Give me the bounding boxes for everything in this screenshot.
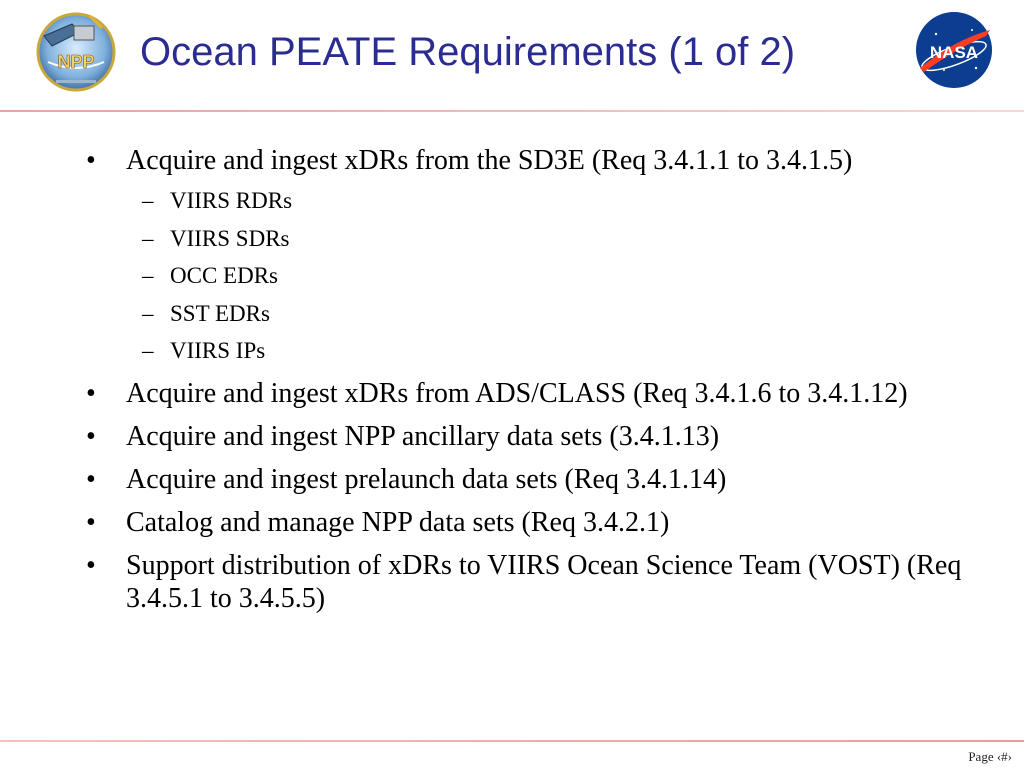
- dash-marker: –: [142, 300, 154, 326]
- bullet-marker: •: [86, 421, 96, 452]
- dash-marker: –: [142, 338, 154, 363]
- sub-bullet-item: [86, 300, 986, 328]
- bullet-item: [86, 549, 986, 615]
- bullet-text: Acquire and ingest xDRs from ADS/CLASS (Req 3.4.1.6 to 3.4.1.12): [126, 378, 908, 409]
- bullet-text: Catalog and manage NPP data sets (Req 3.4.2.1): [126, 507, 670, 538]
- bullet-item: [86, 144, 986, 177]
- npp-logo: [30, 6, 122, 92]
- bullet-text: Acquire and ingest prelaunch data sets (Req 3.4.1.14): [126, 464, 727, 495]
- bullet-marker: •: [86, 145, 96, 176]
- dash-marker: –: [142, 188, 154, 213]
- sub-bullet-list: [86, 187, 986, 365]
- bullet-text: Support distribution of xDRs to VIIRS Ocean Science Team (VOST) (Req 3.4.5.1 to 3.4.5.5): [126, 550, 962, 614]
- dash-marker: –: [142, 225, 154, 251]
- sub-bullet-item: [86, 225, 986, 253]
- bullet-item: [86, 506, 986, 539]
- bullet-item: [86, 420, 986, 453]
- bullet-item: [86, 463, 986, 496]
- dash-marker: –: [142, 263, 154, 288]
- slide-title: Ocean PEATE Requirements (1 of 2): [140, 30, 796, 74]
- nasa-logo: [914, 10, 994, 90]
- bullet-item: [86, 377, 986, 410]
- sub-bullet-text: SST EDRs: [170, 300, 270, 326]
- bullet-list: [86, 144, 986, 625]
- bullet-marker: •: [86, 464, 96, 495]
- nasa-logo-text: NASA: [929, 43, 979, 62]
- sub-bullet-text: VIIRS IPs: [170, 338, 266, 363]
- npp-logo-text: NPP: [57, 52, 95, 72]
- footer-rule: [0, 740, 1024, 742]
- sub-bullet-item: [86, 187, 986, 215]
- sub-bullet-text: OCC EDRs: [170, 263, 278, 288]
- bullet-marker: •: [86, 378, 96, 409]
- sub-bullet-item: [86, 262, 986, 290]
- bullet-marker: •: [86, 550, 96, 581]
- bullet-text: Acquire and ingest NPP ancillary data sets (3.4.1.13): [126, 421, 720, 452]
- sub-bullet-text: VIIRS SDRs: [170, 225, 290, 251]
- sub-bullet-item: [86, 337, 986, 365]
- header-rule: [0, 110, 1024, 112]
- bullet-marker: •: [86, 507, 96, 538]
- page-number: Page ‹#›: [968, 749, 1012, 764]
- bullet-text: Acquire and ingest xDRs from the SD3E (Req 3.4.1.1 to 3.4.1.5): [126, 145, 853, 176]
- sub-bullet-text: VIIRS RDRs: [170, 188, 293, 213]
